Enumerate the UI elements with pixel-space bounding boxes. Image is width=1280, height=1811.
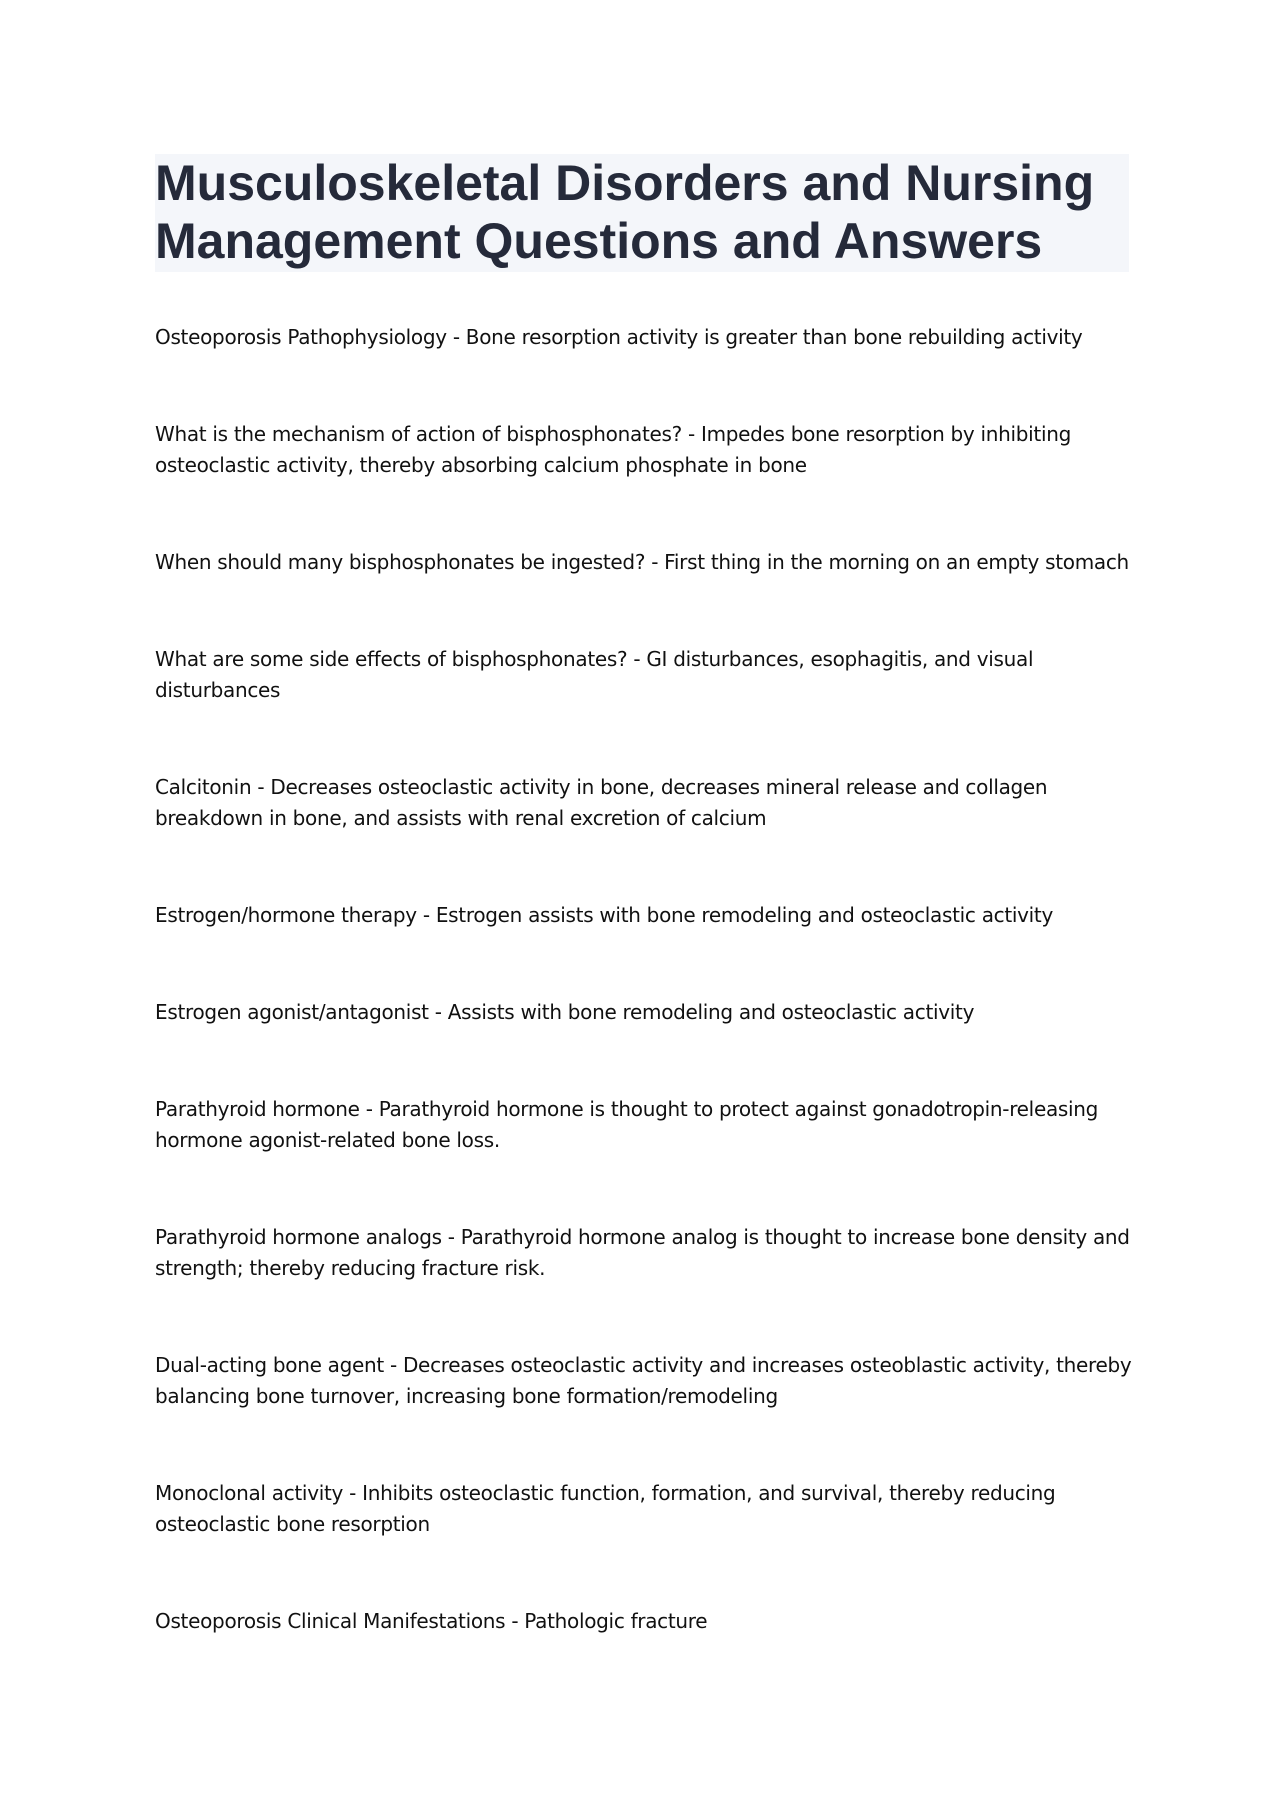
- qa-entry: Monoclonal activity - Inhibits osteoclastic function, formation, and survival, thereby reducing osteoclastic bone resorption: [155, 1481, 1056, 1536]
- title-block: [155, 154, 1129, 272]
- qa-entry: Parathyroid hormone analogs - Parathyroid hormone analog is thought to increase bone density and strength; thereby reducing fracture risk.: [155, 1225, 1130, 1280]
- qa-entry: What is the mechanism of action of bisphosphonates? - Impedes bone resorption by inhibiting osteoclastic activity, thereby absorbing calcium phosphate in bone: [155, 422, 1072, 477]
- qa-entry: Estrogen agonist/antagonist - Assists with bone remodeling and osteoclastic activity: [155, 1000, 975, 1024]
- qa-entry: Dual-acting bone agent - Decreases osteoclastic activity and increases osteoblastic activity, thereby balancing bone turnover, increasing bone formation/remodeling: [155, 1353, 1132, 1408]
- qa-entry: Osteoporosis Clinical Manifestations - Pathologic fracture: [155, 1609, 708, 1633]
- page-title: Musculoskeletal Disorders and Nursing Management Questions and Answers: [155, 155, 1095, 269]
- qa-list: [155, 322, 1135, 1703]
- qa-entry: Calcitonin - Decreases osteoclastic activity in bone, decreases mineral release and collagen breakdown in bone, and assists with renal excretion of calcium: [155, 775, 1048, 830]
- qa-entry: Osteoporosis Pathophysiology - Bone resorption activity is greater than bone rebuilding activity: [155, 325, 1083, 349]
- qa-entry: Parathyroid hormone - Parathyroid hormone is thought to protect against gonadotropin-releasing hormone agonist-related bone loss.: [155, 1097, 1099, 1152]
- qa-entry: What are some side effects of bisphosphonates? - GI disturbances, esophagitis, and visual disturbances: [155, 647, 1034, 702]
- qa-entry: Estrogen/hormone therapy - Estrogen assists with bone remodeling and osteoclastic activity: [155, 903, 1054, 927]
- qa-entry: When should many bisphosphonates be ingested? - First thing in the morning on an empty stomach: [155, 550, 1129, 574]
